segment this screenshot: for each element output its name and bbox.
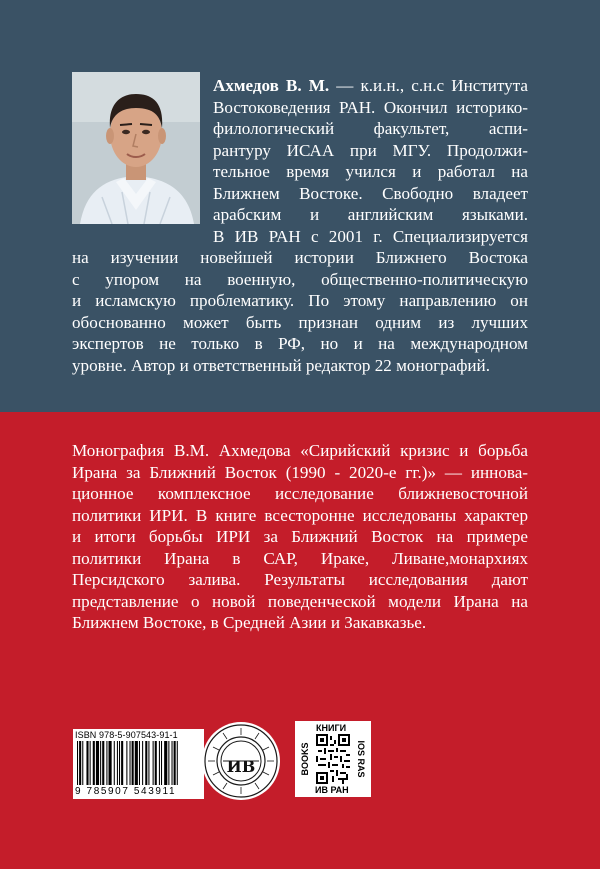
author-bio-line-8: В ИВ РАН с 2001 г. Специализируется <box>213 226 528 246</box>
qr-code-block <box>295 721 371 797</box>
barcode-bar <box>153 741 154 785</box>
author-portrait-image <box>72 72 200 224</box>
annotation-line-8: представление о новой поведенческой модели Ирана на <box>72 591 528 611</box>
barcode-bar <box>100 741 101 785</box>
barcode-number: 9 785907 543911 <box>75 786 177 797</box>
barcode-bar <box>114 741 115 785</box>
barcode-bar <box>86 741 88 785</box>
annotation-line-4: политики ИРИ. В книге всесторонне исследованы характер <box>72 505 528 525</box>
barcode-bar <box>121 741 123 785</box>
author-bio-line-14: уровне. Автор и ответственный редактор 22 монографий. <box>72 355 490 375</box>
annotation-line-9: Ближнем Востоке, в Средней Азии и Закавказье. <box>72 613 427 632</box>
barcode-bar <box>82 741 83 785</box>
isbn-barcode <box>73 729 204 799</box>
barcode-bar <box>168 741 169 785</box>
bottom-panel <box>0 412 600 869</box>
annotation-line-3: ционное комплексное исследование ближневосточной <box>72 484 528 503</box>
author-bio-line-5: тельное время учился и работал на <box>213 162 528 181</box>
author-bio-line-10: с упором на военную, общественно-политическую <box>72 269 528 289</box>
qr-right-label: IOS RAS <box>356 740 366 778</box>
author-bio-line-3: филологический факультет, аспи- <box>213 119 528 138</box>
barcode-bar <box>96 741 99 785</box>
annotation-line-7: Персидского залива. Результаты исследования дают <box>72 570 528 589</box>
barcode-bar <box>177 741 178 785</box>
qr-top-label: КНИГИ <box>316 723 347 733</box>
barcode-bar <box>174 741 176 785</box>
barcode-bar <box>164 741 167 785</box>
barcode-bar <box>155 741 157 785</box>
barcode-bar <box>130 741 131 785</box>
author-bio-line-4: рантуру ИСАА при МГУ. Продолжи- <box>213 140 528 160</box>
barcode-bar <box>142 741 143 785</box>
barcode-bar <box>79 741 81 785</box>
barcode-bar <box>139 741 140 785</box>
barcode-bar <box>77 741 78 785</box>
top-panel <box>0 0 600 412</box>
barcode-bar <box>106 741 107 785</box>
barcode-bar <box>145 741 147 785</box>
barcode-bar <box>161 741 162 785</box>
seal-monogram: ИВ <box>226 757 256 776</box>
barcode-bar <box>126 741 127 785</box>
author-photo <box>72 72 200 224</box>
barcode-bar <box>132 741 134 785</box>
qr-code-icon <box>316 734 350 784</box>
isbn-label: ISBN 978-5-907543-91-1 <box>75 730 178 740</box>
author-name: Ахмедов В. М. <box>213 76 330 95</box>
barcode-bar <box>148 741 149 785</box>
author-bio-line-1 <box>213 75 528 96</box>
author-bio-line-13: экспертов не только в РФ, но и на международном <box>72 334 528 353</box>
annotation-line-2: Ирана за Ближний Восток (1990 - 2020-е гг.)» — иннова- <box>72 462 528 482</box>
barcode-bar <box>90 741 91 785</box>
barcode-bar <box>109 741 112 785</box>
annotation-line-1: Монография В.М. Ахмедова «Сирийский кризис и борьба <box>72 441 528 460</box>
annotation-line-6: политики Ирана в САР, Ираке, Ливане,монархиях <box>72 548 528 568</box>
barcode-bar <box>117 741 118 785</box>
author-bio-line-11: и исламскую проблематику. По этому направлению он <box>72 291 528 310</box>
barcode-bar <box>102 741 104 785</box>
barcode-bar <box>135 741 138 785</box>
barcode-bar <box>93 741 95 785</box>
author-bio-line-2: Востоковедения РАН. Окончил историко- <box>213 97 528 117</box>
author-bio-line-9: на изучении новейшей истории Ближнего Востока <box>72 248 528 267</box>
barcode-bars <box>77 741 200 785</box>
institute-seal-icon <box>201 721 281 801</box>
author-bio-text-1: — к.и.н., с.н.с Института <box>329 76 528 95</box>
barcode-bar <box>159 741 160 785</box>
author-bio-line-12: обоснованно может быть признан одним из лучших <box>72 312 528 332</box>
annotation-line-5: и итоги борьбы ИРИ за Ближний Восток на примере <box>72 527 528 546</box>
author-bio-line-6: Ближнем Востоке. Свободно владеет <box>213 183 528 203</box>
barcode-bar <box>119 741 120 785</box>
barcode-bar <box>172 741 173 785</box>
author-bio-line-7: арабским и английским языками. <box>213 205 528 224</box>
qr-bottom-label: ИВ РАН <box>315 785 349 795</box>
qr-left-label: BOOKS <box>300 742 310 776</box>
